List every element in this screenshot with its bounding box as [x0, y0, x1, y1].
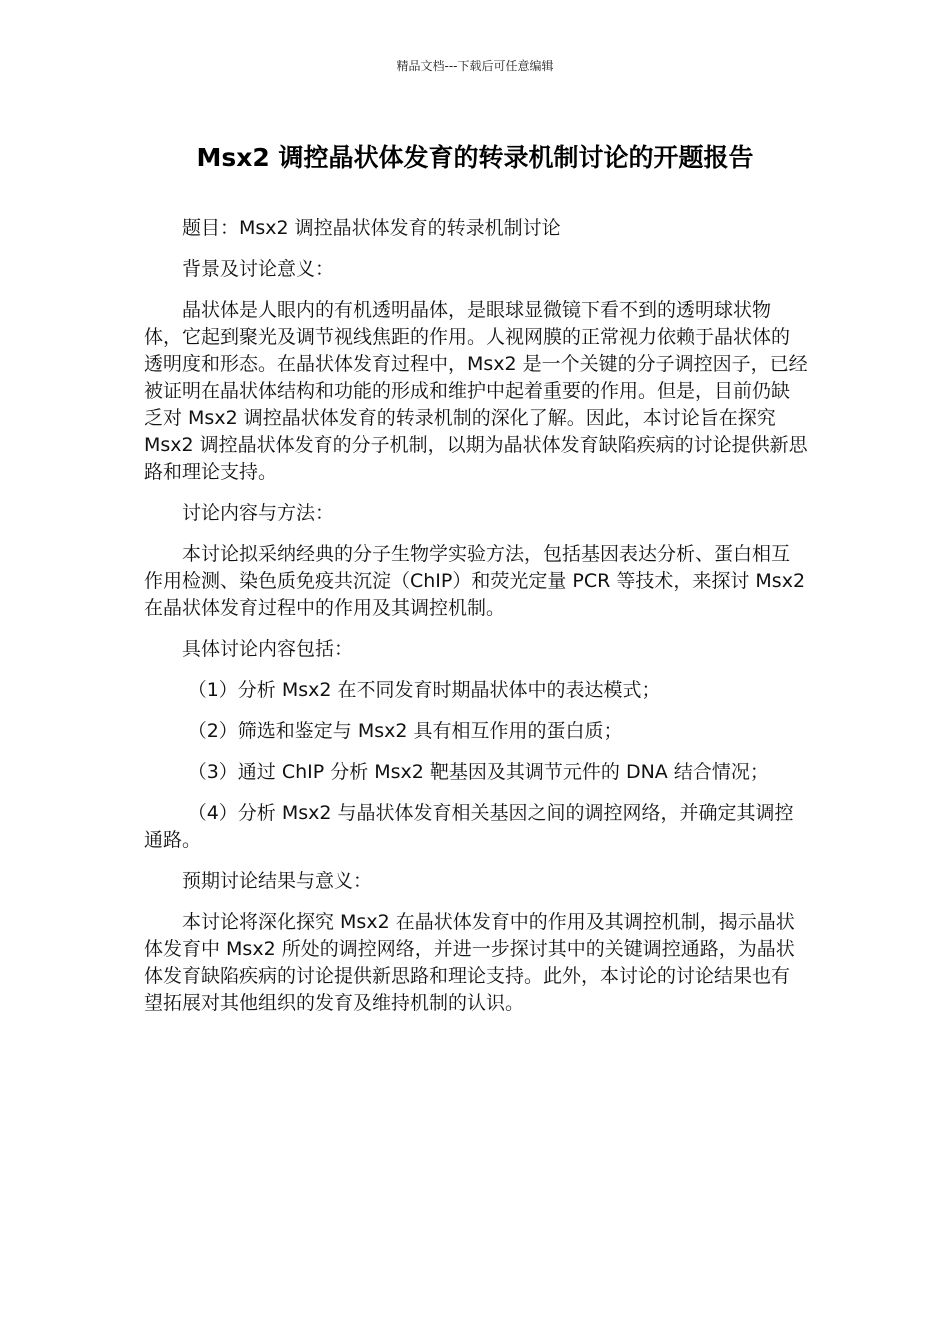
- section-heading-methods: 讨论内容与方法：: [182, 502, 335, 524]
- background-paragraph: 晶状体是人眼内的有机透明晶体，是眼球显微镜下看不到的透明球状物体，它起到聚光及调节视线焦距的作用。人视网膜的正常视力依赖于晶状体的透明度和形态。在晶状体发育过程中，Msx2 是一个关键的分子调控因子，已经被证明在晶状体结构和功能的形成和维护中起着重要的作用。但是，目前仍缺乏对 Msx2 调控晶状体发育的转录机制的深化了解。因此，本讨论旨在探究 Msx2 调控晶状体发育的分子机制，以期为晶状体发育缺陷疾病的讨论提供新思路和理论支持。: [144, 299, 808, 483]
- content-list-item-1: （1）分析 Msx2 在不同发育时期晶状体中的表达模式；: [187, 679, 661, 701]
- section-heading-background: 背景及讨论意义：: [182, 258, 335, 280]
- methods-paragraph: 本讨论拟采纳经典的分子生物学实验方法，包括基因表达分析、蛋白相互作用检测、染色质免疫共沉淀（ChIP）和荧光定量 PCR 等技术，来探讨 Msx2 在晶状体发育过程中的作用及其调控机制。: [144, 543, 806, 619]
- document-title: Msx2 调控晶状体发育的转录机制讨论的开题报告: [196, 143, 754, 172]
- page-header-note: 精品文档---下载后可任意编辑: [396, 59, 554, 73]
- content-list-heading: 具体讨论内容包括：: [182, 638, 354, 660]
- topic-line: 题目：Msx2 调控晶状体发育的转录机制讨论: [182, 217, 561, 239]
- expected-results-paragraph: 本讨论将深化探究 Msx2 在晶状体发育中的作用及其调控机制，揭示晶状体发育中 Msx2 所处的调控网络，并进一步探讨其中的关键调控通路，为晶状体发育缺陷疾病的讨论提供新思路和理论支持。此外，本讨论的讨论结果也有望拓展对其他组织的发育及维持机制的认识。: [144, 911, 795, 1014]
- content-list-item-4: （4）分析 Msx2 与晶状体发育相关基因之间的调控网络，并确定其调控通路。: [144, 802, 794, 851]
- document-body: [144, 215, 808, 1031]
- content-list-item-3: （3）通过 ChIP 分析 Msx2 靶基因及其调节元件的 DNA 结合情况；: [187, 761, 769, 783]
- content-list-item-2: （2）筛选和鉴定与 Msx2 具有相互作用的蛋白质；: [187, 720, 623, 742]
- section-heading-expected-results: 预期讨论结果与意义：: [182, 870, 373, 892]
